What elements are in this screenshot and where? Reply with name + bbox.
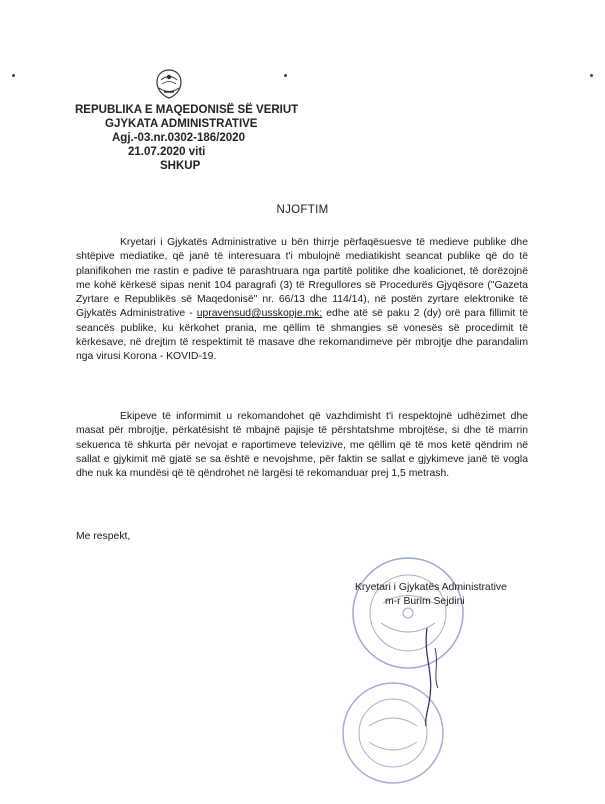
- court-email-link[interactable]: upravensud@usskopje.mk;: [196, 308, 323, 320]
- header-date: 21.07.2020 viti: [128, 146, 206, 158]
- state-coat-of-arms-icon: [154, 68, 184, 100]
- scan-dot: [284, 74, 287, 77]
- paragraph-1-text-before-link: Kryetari i Gjykatës Administrative u bën thirrje përfaqësuesve të medieve publike dhe shtëpive mediatike, që janë të interesuara t'i mbulojnë mediatikisht seancat publike që do të planifikohen me rastin e padive të parashtruara nga partitë politike dhe koalicionet, të dorëzojnë me kohë kërkesë sipas nenit 104 paragrafi (3) të Rregullores së Procedurës Gjyqësore ("Gazeta Zyrtare e Republikës së Maqedonisë" nr. 66/13 dhe 114/14), në postën zyrtare elektronike të Gjykatës Administrative -: [76, 237, 528, 320]
- header-city: SHKUP: [160, 160, 201, 172]
- header-reference-number: Agj.-03.nr.0302-186/2020: [112, 132, 245, 144]
- document-title: NJOFTIM: [276, 204, 329, 216]
- header-court: GJYKATA ADMINISTRATIVE: [105, 118, 258, 130]
- scan-dot: [590, 74, 593, 77]
- paragraph-2: [76, 410, 528, 481]
- paragraph-1: [76, 236, 528, 365]
- signatory-role: Kryetari i Gjykatës Administrative: [355, 582, 507, 593]
- closing-greeting: Me respekt,: [76, 531, 131, 542]
- header-country: REPUBLIKA E MAQEDONISË SË VERIUT: [75, 104, 299, 116]
- paragraph-2-text: Ekipeve të informimit u rekomandohet që vazhdimisht t'i respektojnë udhëzimet dhe masat për mbrojtje, përkatësisht të mbajnë pajisje të përshtatshme mbrojtëse, si dhe të marrin sekuenca të shkurta për nevojat e raportimeve televizive, me qëllim që të mos ketë qëndrim në sallat e gjykimit më gjatë se sa është e nevojshme, për faktin se sallat e gjykimeve janë të vogla dhe nuk ka mundësi që të qëndrohet në largësi të rekomanduar prej 1,5 metrash.: [76, 411, 528, 480]
- signatory-name: m-r Burim Sejdini: [385, 596, 465, 607]
- paragraph-1-text-after-link: edhe atë së paku 2 (dy) orë para fillimit të seancës publike, ku kërkohet prania, me qëllim të shmangies së vonesës së procedimit të kërkesave, në drejtim të respektimit të masave dhe rekomandimeve për mbrojtje dhe parandalim nga virusi Korona - KOVID-19.: [76, 308, 528, 363]
- handwritten-signature: [405, 628, 465, 728]
- scan-dot: [12, 74, 15, 77]
